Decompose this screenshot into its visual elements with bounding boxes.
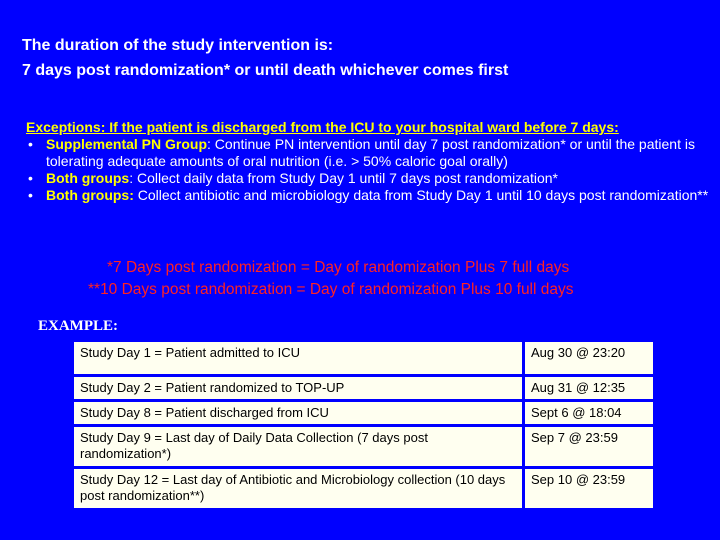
exception-item-label: Both groups:	[46, 187, 134, 203]
exceptions-list	[26, 136, 716, 204]
event-cell: Study Day 8 = Patient discharged from ICU	[73, 401, 524, 426]
table-row	[73, 468, 655, 510]
exception-item-label: Supplemental PN Group	[46, 136, 208, 152]
table-row	[73, 426, 655, 468]
exception-item-text: : Continue PN intervention until day 7 post randomization* or until the patient is tolerating adequate amounts of oral nutrition (i.e. > 50% caloric goal orally)	[46, 136, 695, 169]
exception-item-text: Collect antibiotic and microbiology data from Study Day 1 until 10 days post randomization**	[133, 187, 709, 203]
event-cell: Study Day 1 = Patient admitted to ICU	[73, 341, 524, 376]
time-cell: Sep 10 @ 23:59	[524, 468, 655, 510]
exceptions-heading: Exceptions: If the patient is discharged from the ICU to your hospital ward before 7 days:	[26, 119, 619, 135]
title-line-1: The duration of the study intervention is:	[22, 37, 334, 54]
exception-item-label: Both groups	[46, 170, 130, 186]
time-cell: Sep 7 @ 23:59	[524, 426, 655, 468]
exception-item	[26, 136, 716, 170]
title-line-2: 7 days post randomization* or until death whichever comes first	[22, 62, 509, 79]
exception-item-text: : Collect daily data from Study Day 1 until 7 days post randomization*	[129, 170, 558, 186]
example-table	[71, 339, 656, 511]
time-cell: Sept 6 @ 18:04	[524, 401, 655, 426]
note-10-days: **10 Days post randomization = Day of randomization Plus 10 full days	[88, 281, 574, 298]
event-cell: Study Day 12 = Last day of Antibiotic and Microbiology collection (10 days post randomization**)	[73, 468, 524, 510]
note-7-days: *7 Days post randomization = Day of randomization Plus 7 full days	[107, 259, 570, 276]
time-cell: Aug 31 @ 12:35	[524, 376, 655, 401]
table-row	[73, 341, 655, 376]
table-row	[73, 401, 655, 426]
exception-item	[26, 187, 716, 204]
example-label: EXAMPLE:	[38, 318, 118, 334]
time-cell: Aug 30 @ 23:20	[524, 341, 655, 376]
event-cell: Study Day 9 = Last day of Daily Data Collection (7 days post randomization*)	[73, 426, 524, 468]
table-row	[73, 376, 655, 401]
definition-notes	[0, 257, 720, 301]
exceptions-section	[26, 119, 716, 204]
event-cell: Study Day 2 = Patient randomized to TOP-UP	[73, 376, 524, 401]
exception-item	[26, 170, 716, 187]
page-title	[22, 33, 508, 83]
